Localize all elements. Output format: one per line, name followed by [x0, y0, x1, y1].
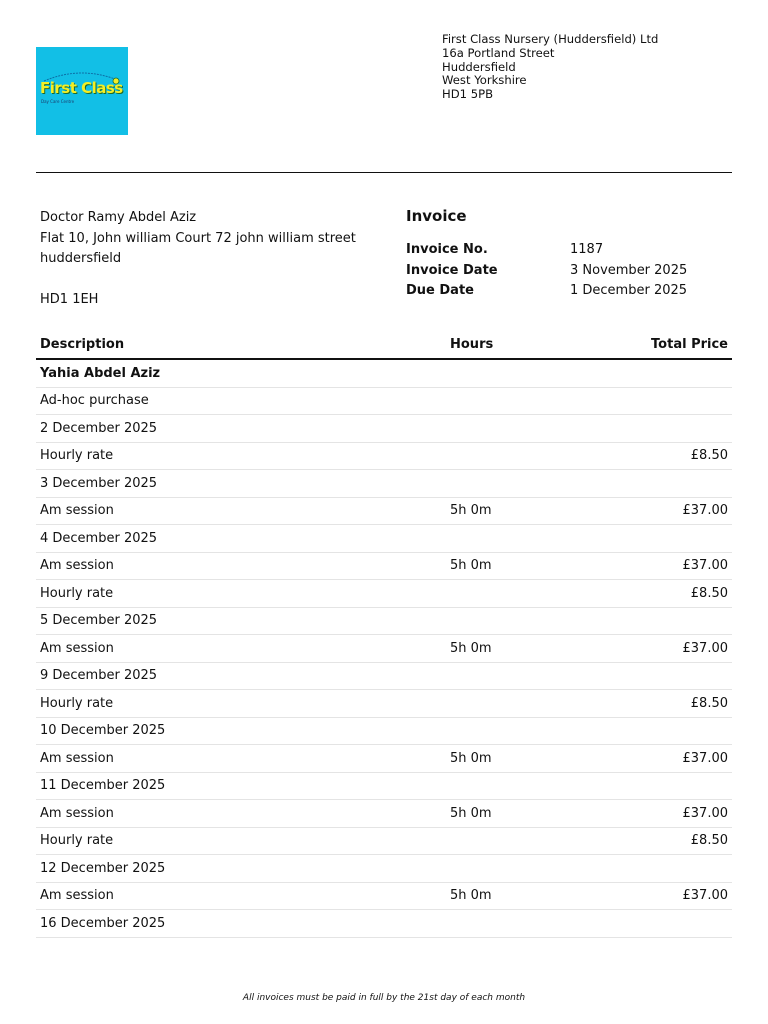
table-row	[36, 359, 732, 387]
company-address	[442, 33, 658, 102]
table-row	[36, 690, 732, 718]
logo-subtext: Day Care Centre	[41, 99, 75, 104]
row-hours: 5h 0m	[446, 497, 574, 525]
row-hours	[446, 415, 574, 443]
row-total-price: £37.00	[574, 497, 732, 525]
row-description: Am session	[36, 635, 446, 663]
row-description: Hourly rate	[36, 442, 446, 470]
row-description: Hourly rate	[36, 580, 446, 608]
table-row	[36, 580, 732, 608]
row-description: Yahia Abdel Aziz	[36, 359, 446, 387]
row-total-price	[574, 662, 732, 690]
table-row	[36, 387, 732, 415]
table-header-row	[36, 330, 732, 359]
row-hours	[446, 717, 574, 745]
row-total-price	[574, 717, 732, 745]
invoice-date-row	[406, 261, 687, 282]
table-row	[36, 772, 732, 800]
row-total-price	[574, 855, 732, 883]
table-row	[36, 662, 732, 690]
invoice-items-table	[36, 330, 732, 938]
due-date-label: Due Date	[406, 283, 474, 299]
row-total-price	[574, 387, 732, 415]
client-address-line2: huddersfield	[40, 251, 122, 267]
row-description: Am session	[36, 800, 446, 828]
row-total-price: £8.50	[574, 580, 732, 608]
table-row	[36, 745, 732, 773]
row-description: 3 December 2025	[36, 470, 446, 498]
table-row	[36, 827, 732, 855]
row-description: 16 December 2025	[36, 910, 446, 938]
row-description: 9 December 2025	[36, 662, 446, 690]
company-street: 16a Portland Street	[442, 45, 555, 60]
row-description: 5 December 2025	[36, 607, 446, 635]
payment-terms-note: All invoices must be paid in full by the 21st day of each month	[242, 993, 526, 1003]
row-total-price	[574, 415, 732, 443]
table-row	[36, 442, 732, 470]
table-row	[36, 800, 732, 828]
due-date-row	[406, 281, 687, 302]
table-row	[36, 525, 732, 553]
invoice-date-value: 3 November 2025	[570, 262, 688, 278]
row-hours	[446, 772, 574, 800]
row-hours	[446, 827, 574, 855]
row-hours	[446, 690, 574, 718]
row-total-price: £37.00	[574, 745, 732, 773]
table-row	[36, 882, 732, 910]
table-row	[36, 470, 732, 498]
row-hours	[446, 387, 574, 415]
client-name: Doctor Ramy Abdel Aziz	[40, 210, 197, 225]
row-total-price: £8.50	[574, 827, 732, 855]
row-total-price: £37.00	[574, 552, 732, 580]
row-total-price	[574, 772, 732, 800]
invoice-number-value: 1187	[570, 242, 604, 257]
invoice-number-label: Invoice No.	[406, 242, 488, 257]
company-logo	[36, 47, 128, 135]
row-description: 2 December 2025	[36, 415, 446, 443]
header-divider	[36, 172, 732, 173]
invoice-meta	[406, 240, 687, 302]
due-date-value: 1 December 2025	[570, 283, 688, 299]
row-total-price: £37.00	[574, 882, 732, 910]
table-body	[36, 359, 732, 937]
row-total-price	[574, 607, 732, 635]
row-total-price: £8.50	[574, 442, 732, 470]
row-description: 10 December 2025	[36, 717, 446, 745]
row-hours	[446, 359, 574, 387]
table-row	[36, 635, 732, 663]
invoice-number-row	[406, 240, 687, 261]
row-description: Ad-hoc purchase	[36, 387, 446, 415]
row-description: Am session	[36, 552, 446, 580]
row-hours: 5h 0m	[446, 800, 574, 828]
table-row	[36, 910, 732, 938]
row-hours	[446, 525, 574, 553]
row-total-price	[574, 525, 732, 553]
client-address	[40, 208, 356, 311]
invoice-title: Invoice	[406, 207, 467, 225]
row-description: 4 December 2025	[36, 525, 446, 553]
hours-header: Hours	[446, 330, 574, 359]
row-hours: 5h 0m	[446, 552, 574, 580]
row-hours	[446, 910, 574, 938]
table-row	[36, 497, 732, 525]
invoice-date-label: Invoice Date	[406, 262, 498, 278]
row-total-price	[574, 470, 732, 498]
row-hours: 5h 0m	[446, 635, 574, 663]
row-hours	[446, 662, 574, 690]
row-total-price: £8.50	[574, 690, 732, 718]
table-row	[36, 552, 732, 580]
total-price-header: Total Price	[574, 330, 732, 359]
company-town: Huddersfield	[442, 59, 516, 74]
row-hours	[446, 442, 574, 470]
row-hours	[446, 470, 574, 498]
logo-wordmark: First Class	[40, 79, 123, 97]
row-total-price: £37.00	[574, 635, 732, 663]
row-description: Am session	[36, 497, 446, 525]
row-hours	[446, 580, 574, 608]
client-postcode: HD1 1EH	[40, 292, 99, 308]
table-row	[36, 855, 732, 883]
row-total-price	[574, 910, 732, 938]
row-total-price: £37.00	[574, 800, 732, 828]
company-county: West Yorkshire	[442, 73, 527, 88]
table-row	[36, 717, 732, 745]
row-description: Am session	[36, 882, 446, 910]
row-hours	[446, 607, 574, 635]
table-row	[36, 607, 732, 635]
description-header: Description	[36, 330, 446, 359]
client-address-line1: Flat 10, John william Court 72 john william street	[40, 230, 356, 246]
company-postcode: HD1 5PB	[442, 87, 494, 102]
company-name: First Class Nursery (Huddersfield) Ltd	[442, 32, 659, 46]
row-hours: 5h 0m	[446, 882, 574, 910]
row-total-price	[574, 359, 732, 387]
row-description: Hourly rate	[36, 827, 446, 855]
table-row	[36, 415, 732, 443]
row-description: 11 December 2025	[36, 772, 446, 800]
row-description: 12 December 2025	[36, 855, 446, 883]
row-hours: 5h 0m	[446, 745, 574, 773]
row-description: Am session	[36, 745, 446, 773]
row-description: Hourly rate	[36, 690, 446, 718]
row-hours	[446, 855, 574, 883]
